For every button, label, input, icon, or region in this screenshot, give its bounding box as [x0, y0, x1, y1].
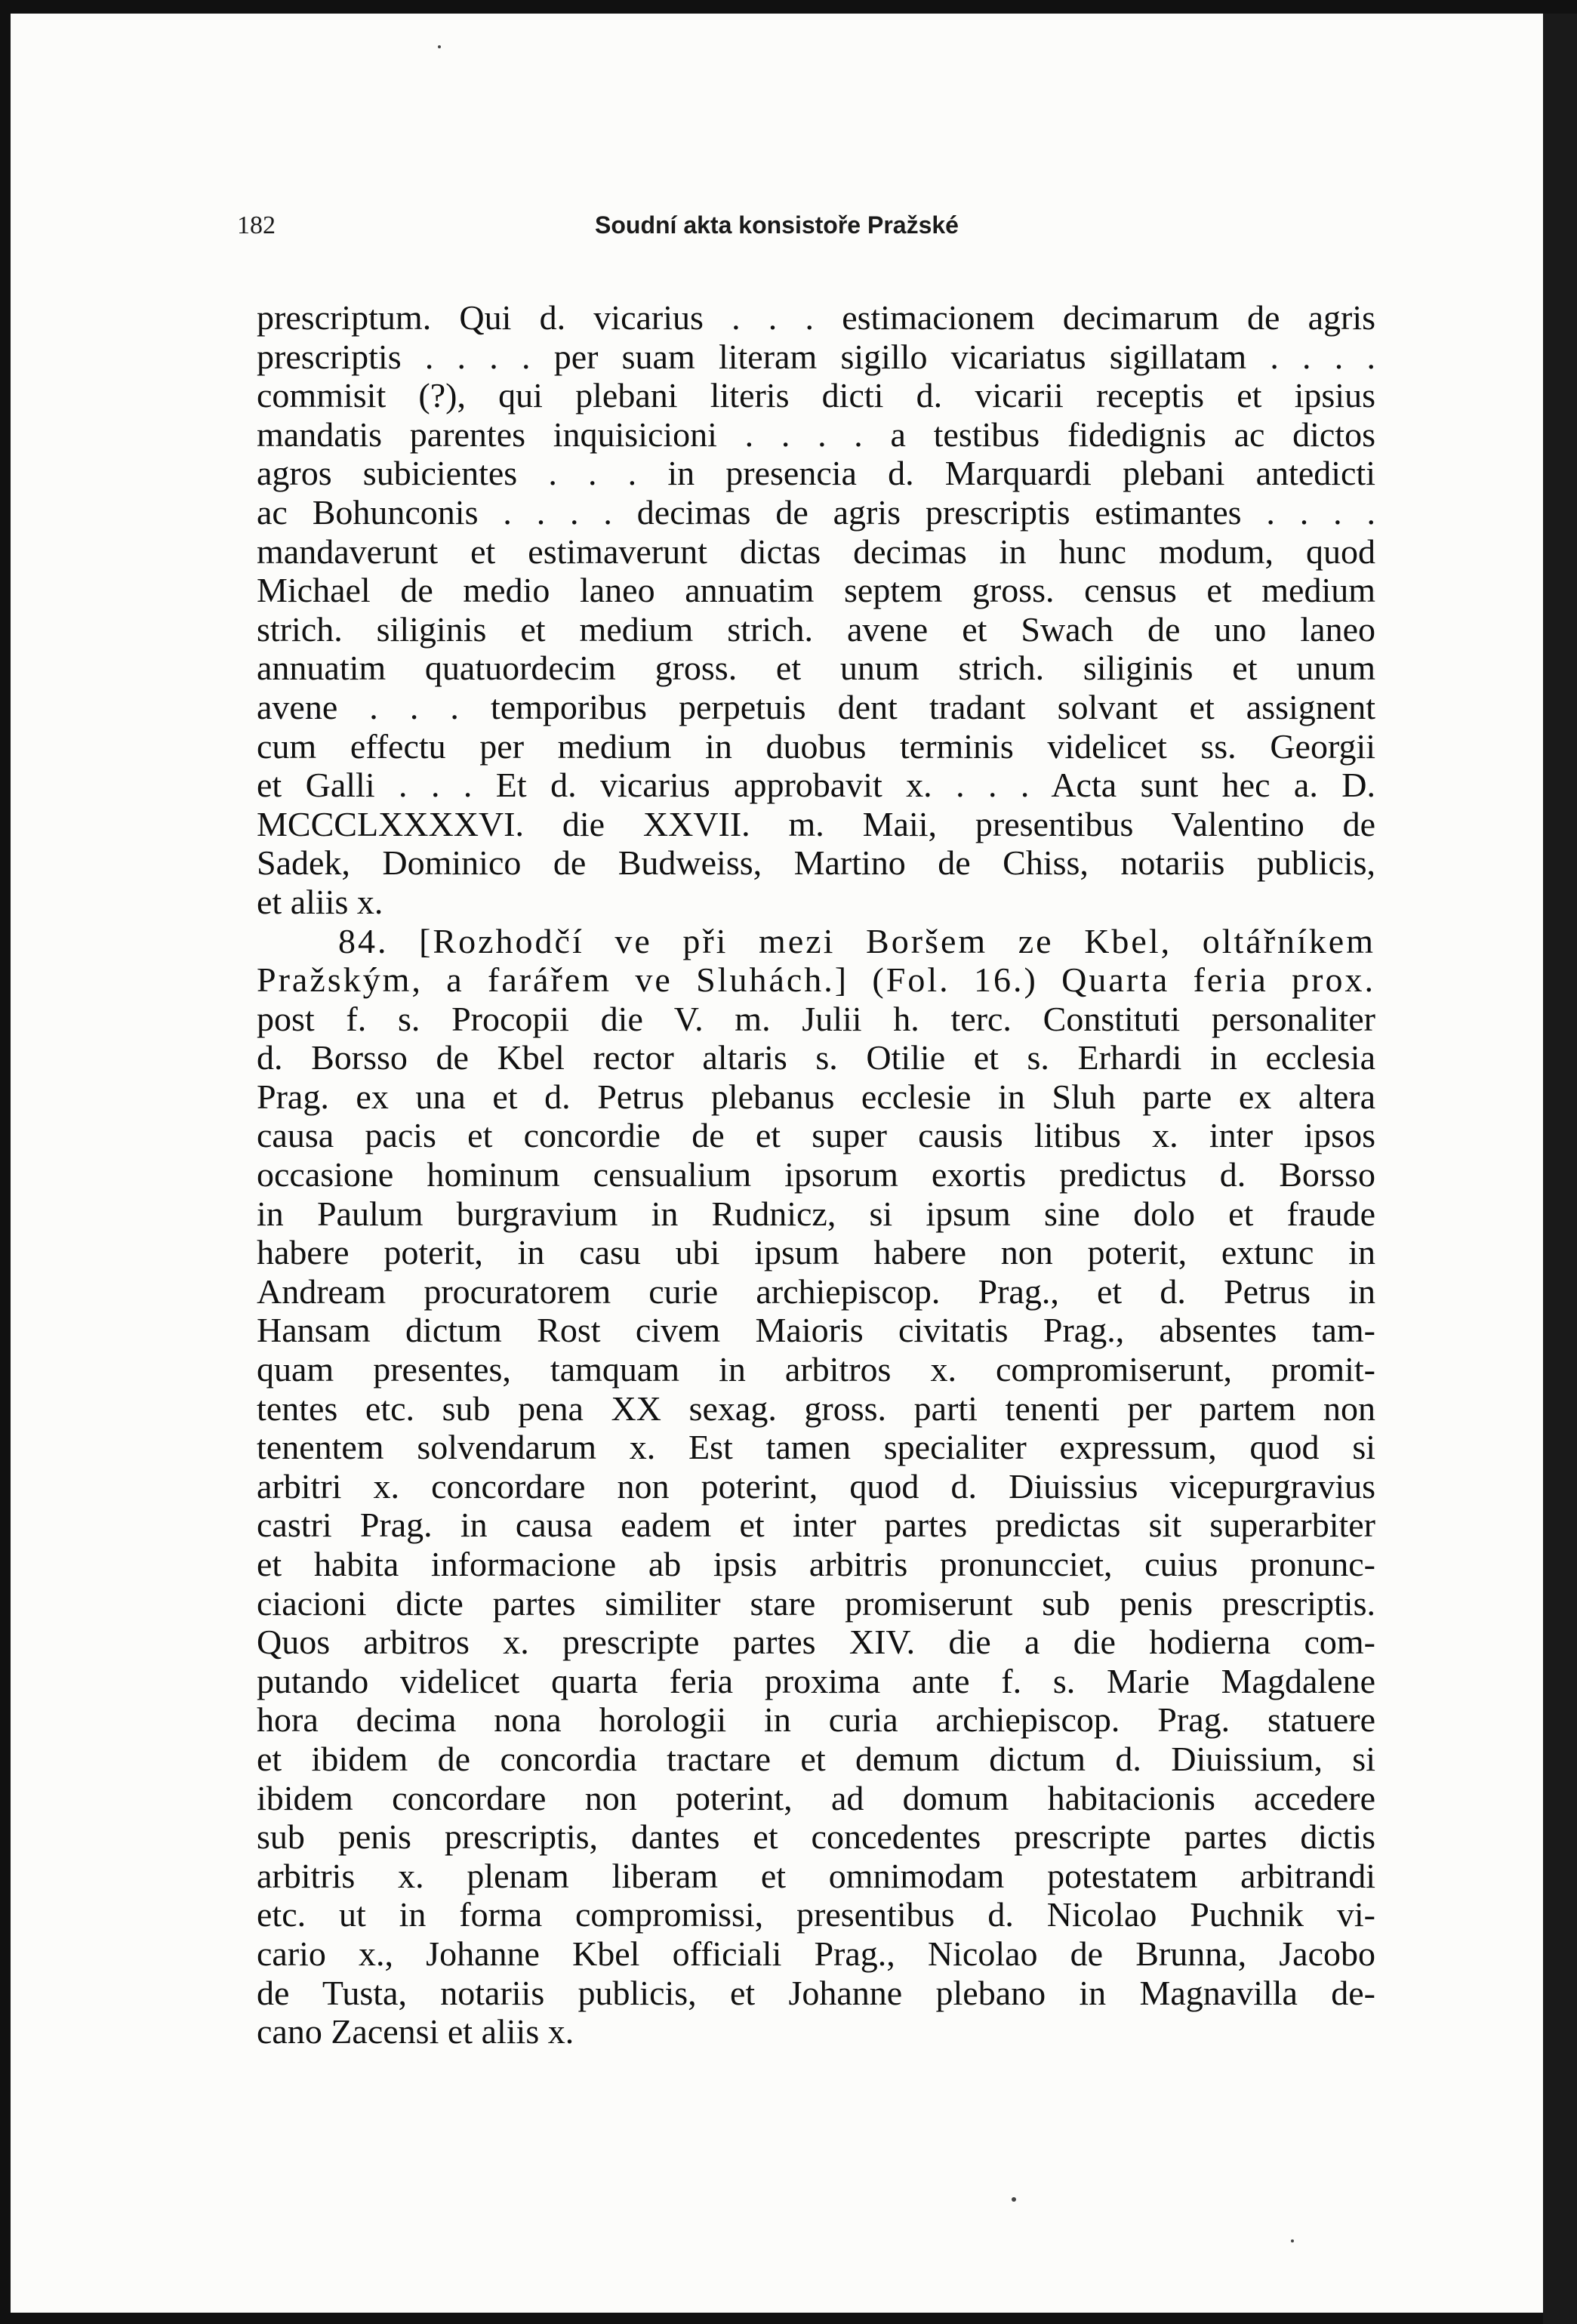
text-line: mandaverunt et estimaverunt dictas decimas in hunc modum, quod [257, 532, 1375, 571]
text-line: d. Borsso de Kbel rector altaris s. Otilie et s. Erhardi in ecclesia [257, 1038, 1375, 1077]
scan-speck [1012, 2197, 1016, 2202]
text-line: Sadek, Dominico de Budweiss, Martino de Chiss, notariis publicis, [257, 843, 1375, 883]
text-line: sub penis prescriptis, dantes et concedentes prescripte partes dictis [257, 1817, 1375, 1857]
scan-speck [438, 45, 441, 48]
text-line: putando videlicet quarta feria proxima ante f. s. Marie Magdalene [257, 1661, 1375, 1700]
text-line: occasione hominum censualium ipsorum exortis predictus d. Borsso [257, 1155, 1375, 1194]
text-line: causa pacis et concordie de et super causis litibus x. inter ipsos [257, 1116, 1375, 1155]
text-line: hora decima nona horologii in curia archiepiscop. Prag. statuere [257, 1700, 1375, 1740]
text-line: et aliis x. [257, 882, 383, 921]
text-line: avene . . . temporibus perpetuis dent tradant solvant et assignent [257, 687, 1375, 726]
text-line: ac Bohunconis . . . . decimas de agris prescriptis estimantes . . . . [257, 492, 1375, 532]
text-line: Pražským, a farářem ve Sluhách.] (Fol. 16.) Quarta feria prox. [257, 960, 1375, 1000]
running-title: Soudní akta konsistoře Pražské [595, 211, 959, 239]
text-line: tentes etc. sub pena XX sexag. gross. parti tenenti per partem non [257, 1389, 1375, 1428]
scan-edge [1543, 14, 1577, 2324]
text-line: prescriptis . . . . per suam literam sigillo vicariatus sigillatam . . . . [257, 337, 1375, 376]
text-line: arbitri x. concordare non poterint, quod d. Diuissius vicepurgravius [257, 1466, 1375, 1506]
text-line: quam presentes, tamquam in arbitros x. compromiserunt, promit- [257, 1350, 1375, 1389]
text-line: etc. ut in forma compromissi, presentibus d. Nicolao Puchnik vi- [257, 1895, 1375, 1934]
text-line: et ibidem de concordia tractare et demum dictum d. Diuissium, si [257, 1739, 1375, 1778]
text-line: prescriptum. Qui d. vicarius . . . estimacionem decimarum de agris [257, 298, 1375, 337]
text-line: MCCCLXXXXVI. die XXVII. m. Maii, presentibus Valentino de [257, 804, 1375, 843]
text-line: ciacioni dicte partes similiter stare promiserunt sub penis prescriptis. [257, 1583, 1375, 1623]
text-line: et habita informacione ab ipsis arbitris pronuncciet, cuius pronunc- [257, 1545, 1375, 1583]
text-line: cano Zacensi et aliis x. [257, 2012, 574, 2051]
page-number: 182 [237, 211, 276, 239]
text-line: 84. [Rozhodčí ve při mezi Boršem ze Kbel, oltářníkem [338, 921, 1375, 960]
text-line: de Tusta, notariis publicis, et Johanne plebano in Magnavilla de- [257, 1973, 1375, 2012]
text-line: cario x., Johanne Kbel officiali Prag., Nicolao de Brunna, Jacobo [257, 1934, 1375, 1973]
body-text [257, 298, 1375, 2051]
text-line: mandatis parentes inquisicioni . . . . a testibus fidedignis ac dictos [257, 415, 1375, 454]
text-line: cum effectu per medium in duobus terminis videlicet ss. Georgii [257, 726, 1375, 766]
page-header [11, 211, 1543, 249]
text-line: habere poterit, in casu ubi ipsum habere non poterit, extunc in [257, 1233, 1375, 1272]
text-line: Hansam dictum Rost civem Maioris civitatis Prag., absentes tam- [257, 1311, 1375, 1350]
text-line: Quos arbitros x. prescripte partes XIV. die a die hodierna com- [257, 1623, 1375, 1662]
text-line: agros subicientes . . . in presencia d. Marquardi plebani antedicti [257, 454, 1375, 493]
text-line: arbitris x. plenam liberam et omnimodam potestatem arbitrandi [257, 1856, 1375, 1895]
document-page [11, 14, 1543, 2313]
text-line: Michael de medio laneo annuatim septem gross. census et medium [257, 571, 1375, 610]
text-line: Andream procuratorem curie archiepiscop. Prag., et d. Petrus in [257, 1271, 1375, 1311]
text-line: tenentem solvendarum x. Est tamen specialiter expressum, quod si [257, 1428, 1375, 1467]
text-line: commisit (?), qui plebani literis dicti d. vicarii receptis et ipsius [257, 376, 1375, 415]
text-line: ibidem concordare non poterint, ad domum habitacionis accedere [257, 1778, 1375, 1817]
text-line: Prag. ex una et d. Petrus plebanus ecclesie in Sluh parte ex altera [257, 1077, 1375, 1116]
text-line: et Galli . . . Et d. vicarius approbavit x. . . . Acta sunt hec a. D. [257, 766, 1375, 805]
text-line: post f. s. Procopii die V. m. Julii h. terc. Constituti personaliter [257, 999, 1375, 1038]
text-line: castri Prag. in causa eadem et inter partes predictas sit superarbiter [257, 1506, 1375, 1545]
text-line: annuatim quatuordecim gross. et unum strich. siliginis et unum [257, 649, 1375, 688]
scan-speck [1291, 2239, 1294, 2242]
text-line: strich. siliginis et medium strich. avene et Swach de uno laneo [257, 609, 1375, 649]
text-line: in Paulum burgravium in Rudnicz, si ipsum sine dolo et fraude [257, 1194, 1375, 1233]
